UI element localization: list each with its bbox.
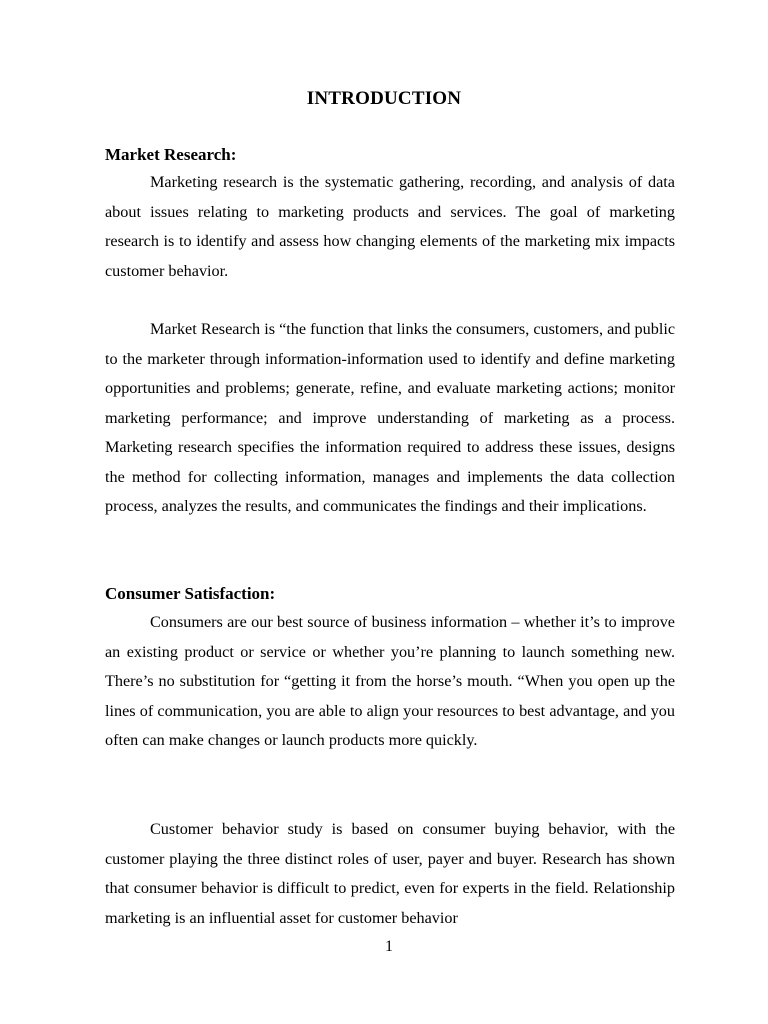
- page-title: INTRODUCTION: [306, 88, 462, 109]
- section-heading-market-research: Market Research:: [105, 145, 237, 164]
- page-number: 1: [385, 938, 393, 955]
- paragraph-customer-behavior: Customer behavior study is based on consumer buying behavior, with the customer playing the three distinct roles of user, payer and buyer. Research has shown that consumer behavior is difficult to predict, even for experts in the field. Relationship marketing is an influential asset for customer behavior: [105, 820, 675, 927]
- section-heading-consumer-satisfaction: Consumer Satisfaction:: [105, 584, 276, 603]
- paragraph-market-research-function: Market Research is “the function that links the consumers, customers, and public to the marketer through information-information used to identify and define marketing opportunities and problems; generate, refine, and evaluate marketing actions; monitor marketing performance; and improve understanding of marketing as a process. Marketing research specifies the information required to address these issues, designs the method for collecting information, manages and implements the data collection process, analyzes the results, and communicates the findings and their implications.: [105, 320, 675, 515]
- paragraph-consumer-information: Consumers are our best source of business information – whether it’s to improve an existing product or service or whether you’re planning to launch something new. There’s no substitution for “getting it from the horse’s mouth. “When you open up the lines of communication, you are able to align your resources to best advantage, and you often can make changes or launch products more quickly.: [105, 613, 675, 749]
- paragraph-market-research-definition: Marketing research is the systematic gathering, recording, and analysis of data about issues relating to marketing products and services. The goal of marketing research is to identify and assess how changing elements of the marketing mix impacts customer behavior.: [105, 173, 675, 280]
